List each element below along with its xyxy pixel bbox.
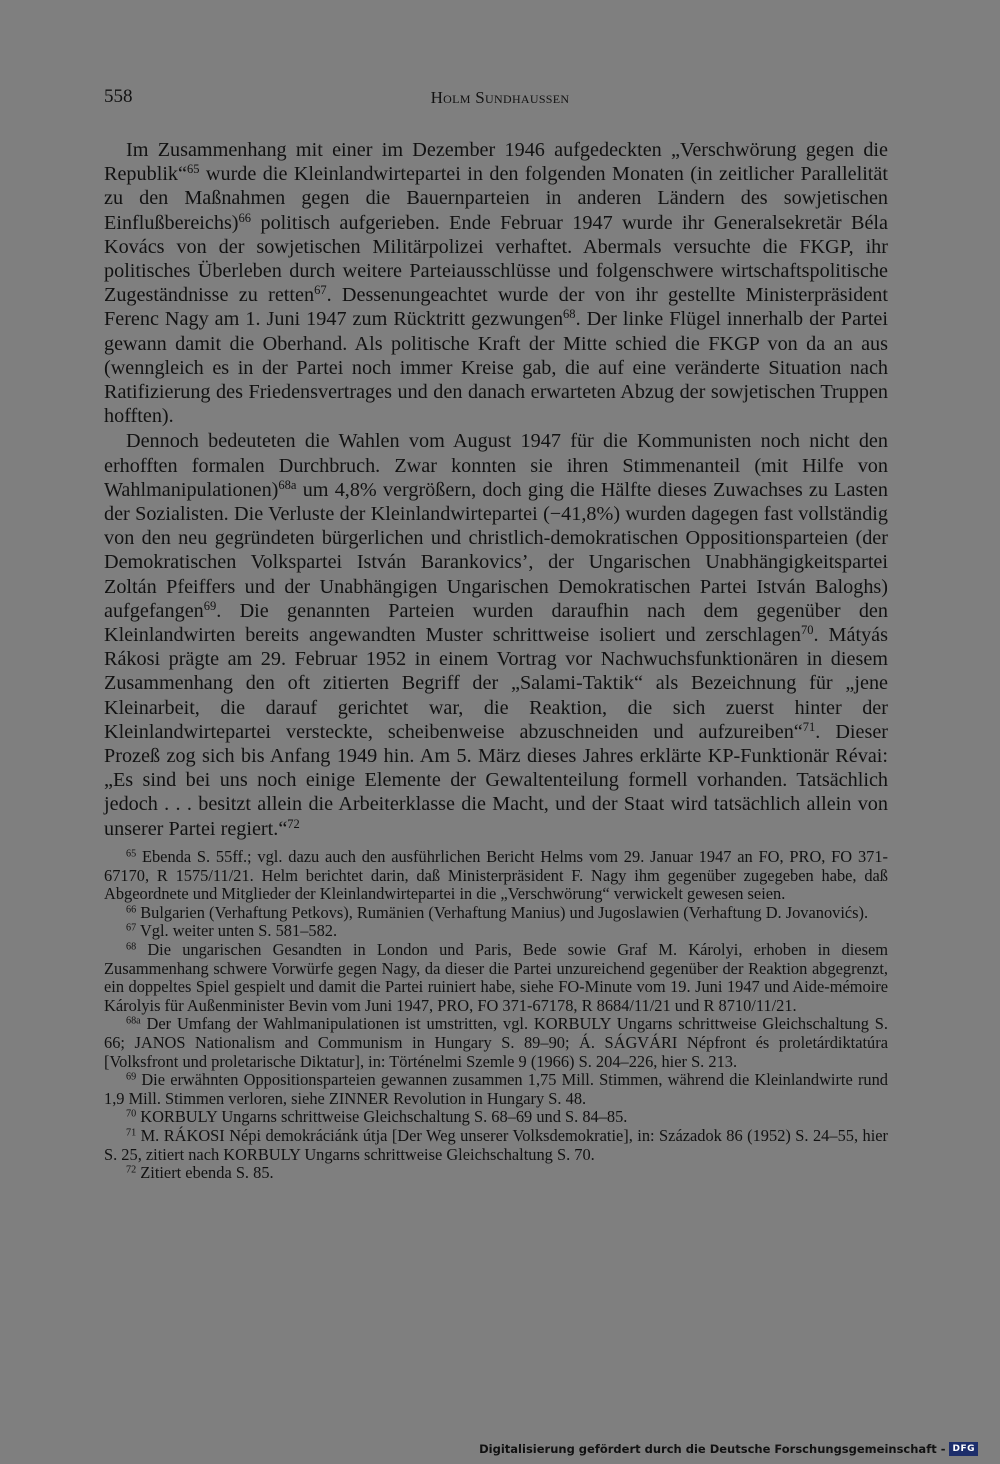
paragraph-2: Dennoch bedeuteten die Wahlen vom August 1947 für die Kommunisten noch nicht den erhofften formalen Durchbruch. Zwar konnten sie ihren Stimmenanteil (mit Hilfe von Wahlmanipulationen)$^{68a}$ um 4,8% vergrößern, doch ging die Hälfte dieses Zuwachses zu Lasten der Sozialisten. Die Verluste der Kleinlandwirtepartei (−41,8%) wurden dagegen fast vollständig von den neu gegründeten bürgerlichen und christlich-demokratischen Oppositionsparteien (der Demokratischen Volkspartei István Barankovics’, der Ungarischen Unabhängigkeitspartei Zoltán Pfeiffers und der Unabhängigen Ungarischen Demokratischen Partei István Baloghs) aufgefangen$^{69}$. Die genannten Parteien wurden daraufhin nach dem gegenüber den Kleinlandwirten bereits angewandten Muster schrittweise isoliert und zerschlagen$^{70}$. Mátyás Rákosi prägte am 29. Februar 1952 in einem Vortrag vor Nachwuchsfunktionären in diesem Zusammenhang den oft zitierten Begriff der „Salami-Taktik“ als Bezeichnung für „jene Kleinarbeit, die darauf gerichtet war, die Reaktion, die sich zuerst hinter der Kleinlandwirtepartei versteckte, scheibenweise abzuschneiden und aufzureiben“$^{71}$. Dieser Prozeß zog sich bis Anfang 1949 hin. Am 5. März dieses Jahres erklärte KP-Funktionär Révai: „Es sind bei uns noch einige Elemente der Gewaltenteilung formell vorhanden. Tatsächlich jedoch . . . besitzt allein die Arbeiterklasse die Macht, und der Staat wird tatsächlich allein von unserer Partei regiert.“$^{72}$ bbox=[104, 430, 888, 840]
footnote-text: Der Umfang der Wahlmanipulationen ist umstritten, vgl. KORBULY Ungarns schrittweise Gleichschaltung S. 66; JANOS Nationalism and Communism in Hungary S. 89–90; Á. SÁGVÁRI Népfront és proletárdiktatúra [Volksfront und proletarische Diktatur], in: Történelmi Szemle 9 (1966) S. 204–226, hier S. 213. bbox=[104, 1014, 888, 1071]
footnote-number: 65 bbox=[126, 848, 137, 860]
footnote-71 bbox=[104, 1127, 888, 1164]
page-number: 558 bbox=[104, 86, 133, 107]
footnote-text: Die ungarischen Gesandten in London und Paris, Bede sowie Graf M. Károlyi, erhoben in diesem Zusammenhang schwere Vorwürfe gegen Nagy, da dieser die Partei unzureichend gegenüber der Reaktion abgegrenzt, ein doppeltes Spiel gespielt und damit die Partei ruiniert habe, siehe FO-Minute vom 19. Juni 1947 und Aide-mémoire Károlyis für Außenminister Bevin vom Juni 1947, PRO, FO 371-67178, R 8684/11/21 und R 8710/11/21. bbox=[104, 939, 888, 1015]
footnote-text: KORBULY Ungarns schrittweise Gleichschaltung S. 68–69 und S. 84–85. bbox=[136, 1107, 628, 1127]
footnote-65 bbox=[104, 848, 888, 904]
paragraph-1: Im Zusammenhang mit einer im Dezember 1946 aufgedeckten „Verschwörung gegen die Republik“$^{65}$ wurde die Kleinlandwirtepartei in den folgenden Monaten (in zeitlicher Parallelität zu den Maßnahmen gegen die Bauernparteien in anderen Ländern des sowjetischen Einflußbereichs)$^{66}$ politisch aufgerieben. Ende Februar 1947 wurde ihr Generalsekretär Béla Kovács von der sowjetischen Militärpolizei verhaftet. Abermals versuchte die FKGP, ihr politisches Überleben durch weitere Parteiausschlüsse und folgenschwere wirtschaftspolitische Zugeständnisse zu retten$^{67}$. Dessenungeachtet wurde der von ihr gestellte Ministerpräsident Ferenc Nagy am 1. Juni 1947 zum Rücktritt gezwungen$^{68}$. Der linke Flügel innerhalb der Partei gewann damit die Oberhand. Als politische Kraft der Mitte schied die FKGP von da an aus (wenngleich es in der Partei noch immer Kreise gab, die auf eine veränderte Situation nach Ratifizierung des Friedensvertrages und den danach erwarteten Abzug der sowjetischen Truppen hofften). bbox=[104, 139, 889, 428]
footnote-68a bbox=[104, 1015, 888, 1071]
footnote-68 bbox=[104, 941, 888, 1015]
footnote-number: 67 bbox=[126, 922, 137, 934]
footnote-number: 66 bbox=[126, 904, 137, 916]
footnote-66 bbox=[104, 904, 888, 923]
footnote-text: Die erwähnten Oppositionsparteien gewannen zusammen 1,75 Mill. Stimmen, während die Kleinlandwirte rund 1,9 Mill. Stimmen verloren, siehe ZINNER Revolution in Hungary S. 48. bbox=[104, 1070, 888, 1108]
footnote-number: 68 bbox=[126, 941, 137, 953]
footnote-number: 68a bbox=[126, 1015, 141, 1027]
footnote-ref-66[interactable]: 66 bbox=[238, 210, 252, 225]
footnote-67 bbox=[104, 922, 888, 941]
footnote-ref-70[interactable]: 70 bbox=[800, 623, 814, 638]
footnote-text: M. RÁKOSI Népi demokráciánk útja [Der Weg unserer Volksdemokratie], in: Századok 86 (1952) S. 24–55, hier S. 25, zitiert nach KORBULY Ungarns schrittweise Gleichschaltung S. 70. bbox=[104, 1125, 888, 1164]
footnote-72 bbox=[104, 1164, 888, 1183]
footnote-70 bbox=[104, 1108, 888, 1127]
footnote-text: Ebenda S. 55ff.; vgl. dazu auch den ausführlichen Bericht Helms vom 29. Januar 1947 an FO, PRO, FO 371-67170, R 1575/11/21. Helm berichtet darin, daß Ministerpräsident F. Nagy ihm gegenüber zugegeben habe, daß Abgeordnete und Mitglieder der Kleinlandwirtepartei in die „Verschwörung“ verwickelt gewesen seien. bbox=[104, 847, 888, 904]
footnote-ref-67[interactable]: 67 bbox=[314, 283, 327, 298]
footnote-text: Zitiert ebenda S. 85. bbox=[136, 1163, 274, 1183]
footnotes bbox=[104, 848, 888, 1183]
footnote-ref-72[interactable]: 72 bbox=[287, 816, 300, 831]
footnote-ref-69[interactable]: 69 bbox=[203, 598, 217, 613]
footnote-69 bbox=[104, 1071, 888, 1108]
footnote-number: 70 bbox=[126, 1108, 137, 1120]
footnote-text: Bulgarien (Verhaftung Petkovs), Rumänien (Verhaftung Manius) und Jugoslawien (Verhaftung D. Jovanovićs). bbox=[136, 902, 869, 922]
footnote-number: 69 bbox=[126, 1071, 137, 1083]
credit-text: Digitalisierung gefördert durch die Deutsche Forschungsgemeinschaft - bbox=[479, 1442, 946, 1456]
dfg-logo-icon: DFG bbox=[949, 1442, 978, 1456]
footnote-ref-68a[interactable]: 68a bbox=[278, 477, 297, 492]
footnote-text: Vgl. weiter unten S. 581–582. bbox=[136, 921, 338, 941]
footnote-ref-68[interactable]: 68 bbox=[563, 307, 576, 322]
footnote-ref-65[interactable]: 65 bbox=[186, 162, 200, 177]
main-text bbox=[104, 138, 888, 841]
footnote-number: 72 bbox=[126, 1164, 137, 1176]
footnote-ref-71[interactable]: 71 bbox=[802, 720, 816, 734]
digitization-credit bbox=[479, 1442, 978, 1456]
running-head: Holm Sundhaussen bbox=[430, 88, 570, 107]
footnote-number: 71 bbox=[126, 1127, 137, 1139]
